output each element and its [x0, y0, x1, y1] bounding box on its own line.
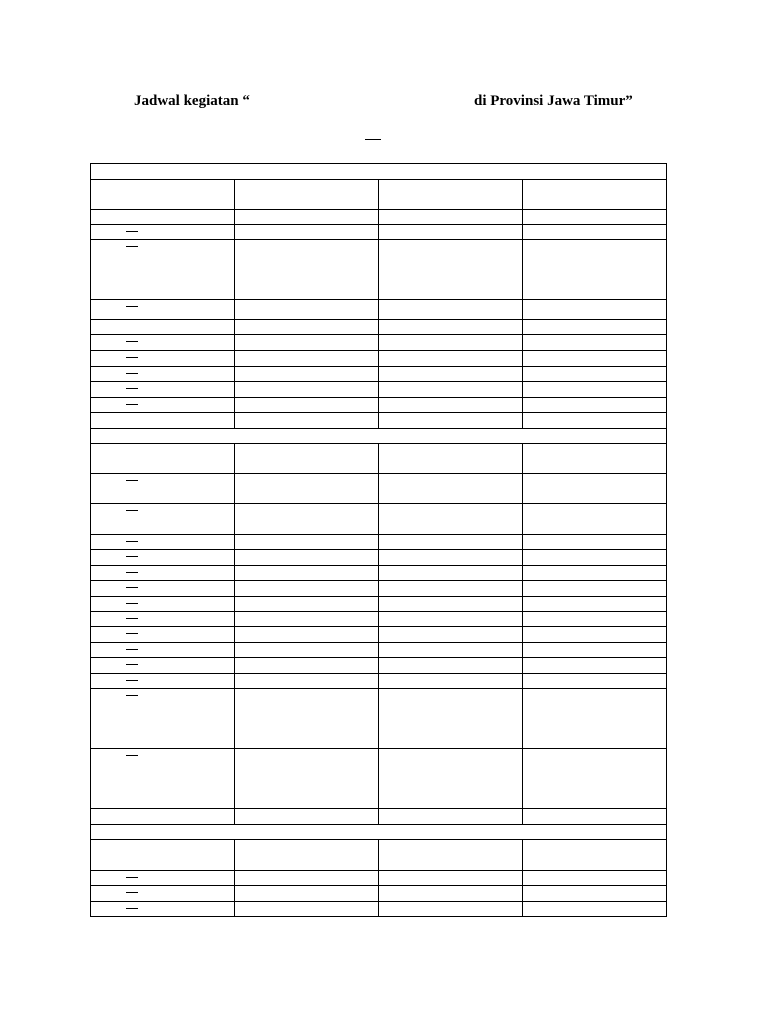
table-cell: [523, 535, 667, 550]
row-dash-mark: [126, 246, 138, 247]
row-dash-mark: [126, 306, 138, 307]
table-cell: [91, 225, 235, 240]
table-row: [91, 581, 667, 597]
row-dash-mark: [126, 633, 138, 634]
table-cell: [235, 535, 379, 550]
table-cell: [91, 566, 235, 581]
table-cell: [235, 382, 379, 398]
table-row: [91, 474, 667, 504]
table-cell: [379, 180, 523, 210]
row-dash-mark: [126, 664, 138, 665]
table-cell: [91, 627, 235, 643]
table-cell: [523, 300, 667, 320]
table-cell: [235, 210, 379, 225]
table-cell: [523, 474, 667, 504]
table-cell: [379, 444, 523, 474]
table-cell: [91, 840, 235, 871]
table-cell: [379, 474, 523, 504]
table-row: [91, 871, 667, 886]
schedule-table-body: [91, 164, 667, 917]
table-cell: [235, 351, 379, 367]
row-dash-mark: [126, 480, 138, 481]
table-section-row: [91, 164, 667, 180]
table-cell: [379, 871, 523, 886]
table-cell: [523, 674, 667, 689]
row-dash-mark: [126, 603, 138, 604]
table-cell: [523, 398, 667, 413]
table-cell: [91, 581, 235, 597]
table-row: [91, 180, 667, 210]
table-cell: [379, 504, 523, 535]
table-cell: [235, 367, 379, 382]
table-cell: [523, 643, 667, 658]
table-row: [91, 902, 667, 917]
table-cell: [379, 300, 523, 320]
row-dash-mark: [126, 908, 138, 909]
table-cell: [235, 413, 379, 429]
table-cell: [523, 210, 667, 225]
table-cell: [379, 689, 523, 749]
table-cell: [379, 902, 523, 917]
table-cell: [379, 240, 523, 300]
table-cell: [91, 504, 235, 535]
row-dash-mark: [126, 357, 138, 358]
section-cell: [91, 825, 667, 840]
table-cell: [91, 749, 235, 809]
table-row: [91, 398, 667, 413]
table-cell: [235, 240, 379, 300]
row-dash-mark: [126, 572, 138, 573]
table-cell: [91, 535, 235, 550]
table-cell: [91, 300, 235, 320]
table-cell: [523, 504, 667, 535]
row-dash-mark: [126, 231, 138, 232]
table-cell: [91, 367, 235, 382]
row-dash-mark: [126, 510, 138, 511]
table-cell: [91, 643, 235, 658]
table-row: [91, 240, 667, 300]
table-cell: [91, 240, 235, 300]
table-cell: [379, 809, 523, 825]
table-cell: [235, 658, 379, 674]
table-cell: [91, 444, 235, 474]
table-row: [91, 597, 667, 612]
table-cell: [379, 351, 523, 367]
table-row: [91, 886, 667, 902]
table-cell: [379, 581, 523, 597]
table-cell: [523, 444, 667, 474]
table-cell: [523, 180, 667, 210]
table-cell: [235, 300, 379, 320]
table-cell: [379, 335, 523, 351]
table-cell: [91, 351, 235, 367]
table-section-row: [91, 825, 667, 840]
row-dash-mark: [126, 388, 138, 389]
page-title-right: di Provinsi Jawa Timur”: [474, 93, 633, 109]
table-cell: [379, 886, 523, 902]
table-cell: [379, 643, 523, 658]
table-cell: [523, 225, 667, 240]
table-cell: [523, 550, 667, 566]
table-cell: [379, 382, 523, 398]
table-cell: [235, 597, 379, 612]
subtitle-dash: [365, 139, 381, 140]
row-dash-mark: [126, 755, 138, 756]
table-cell: [91, 674, 235, 689]
table-cell: [91, 382, 235, 398]
table-row: [91, 643, 667, 658]
table-cell: [523, 320, 667, 335]
table-cell: [523, 351, 667, 367]
table-cell: [91, 210, 235, 225]
row-dash-mark: [126, 587, 138, 588]
table-cell: [379, 749, 523, 809]
row-dash-mark: [126, 695, 138, 696]
table-cell: [235, 840, 379, 871]
row-dash-mark: [126, 618, 138, 619]
table-cell: [523, 240, 667, 300]
table-cell: [235, 643, 379, 658]
table-cell: [91, 413, 235, 429]
table-cell: [379, 210, 523, 225]
table-row: [91, 320, 667, 335]
table-cell: [379, 566, 523, 581]
page-title-left: Jadwal kegiatan “: [134, 93, 250, 109]
table-cell: [523, 809, 667, 825]
table-cell: [379, 840, 523, 871]
table-cell: [235, 550, 379, 566]
table-cell: [235, 474, 379, 504]
table-row: [91, 612, 667, 627]
table-cell: [235, 871, 379, 886]
table-row: [91, 840, 667, 871]
table-cell: [91, 902, 235, 917]
table-cell: [91, 597, 235, 612]
section-cell: [91, 164, 667, 180]
schedule-table: [90, 163, 667, 917]
table-cell: [523, 840, 667, 871]
table-cell: [523, 413, 667, 429]
table-row: [91, 210, 667, 225]
table-cell: [235, 809, 379, 825]
table-cell: [91, 612, 235, 627]
table-cell: [379, 612, 523, 627]
table-row: [91, 627, 667, 643]
table-cell: [235, 886, 379, 902]
table-row: [91, 413, 667, 429]
table-cell: [523, 871, 667, 886]
table-cell: [235, 612, 379, 627]
table-cell: [91, 335, 235, 351]
table-cell: [235, 225, 379, 240]
table-cell: [523, 749, 667, 809]
table-row: [91, 335, 667, 351]
table-cell: [235, 902, 379, 917]
table-cell: [235, 335, 379, 351]
table-cell: [523, 597, 667, 612]
table-cell: [235, 749, 379, 809]
table-row: [91, 689, 667, 749]
table-cell: [523, 902, 667, 917]
row-dash-mark: [126, 556, 138, 557]
table-cell: [91, 658, 235, 674]
table-cell: [379, 658, 523, 674]
table-row: [91, 658, 667, 674]
table-cell: [91, 550, 235, 566]
table-row: [91, 300, 667, 320]
table-cell: [523, 367, 667, 382]
table-cell: [235, 674, 379, 689]
row-dash-mark: [126, 404, 138, 405]
table-row: [91, 749, 667, 809]
table-cell: [235, 581, 379, 597]
table-cell: [91, 320, 235, 335]
row-dash-mark: [126, 373, 138, 374]
row-dash-mark: [126, 649, 138, 650]
table-cell: [91, 809, 235, 825]
table-cell: [235, 320, 379, 335]
table-row: [91, 367, 667, 382]
table-row: [91, 550, 667, 566]
table-cell: [379, 367, 523, 382]
table-cell: [91, 398, 235, 413]
table-cell: [523, 566, 667, 581]
table-cell: [235, 689, 379, 749]
table-cell: [235, 566, 379, 581]
table-cell: [523, 335, 667, 351]
table-cell: [379, 225, 523, 240]
row-dash-mark: [126, 877, 138, 878]
table-cell: [235, 398, 379, 413]
table-row: [91, 809, 667, 825]
table-cell: [235, 504, 379, 535]
table-cell: [91, 180, 235, 210]
table-cell: [91, 689, 235, 749]
table-cell: [91, 871, 235, 886]
row-dash-mark: [126, 341, 138, 342]
table-row: [91, 566, 667, 581]
table-cell: [379, 550, 523, 566]
table-cell: [523, 581, 667, 597]
row-dash-mark: [126, 680, 138, 681]
table-cell: [379, 674, 523, 689]
table-cell: [91, 886, 235, 902]
table-cell: [379, 535, 523, 550]
table-row: [91, 351, 667, 367]
table-section-row: [91, 429, 667, 444]
section-cell: [91, 429, 667, 444]
row-dash-mark: [126, 541, 138, 542]
table-cell: [91, 474, 235, 504]
table-cell: [523, 886, 667, 902]
table-row: [91, 674, 667, 689]
table-row: [91, 535, 667, 550]
table-cell: [235, 180, 379, 210]
table-cell: [523, 612, 667, 627]
table-cell: [379, 627, 523, 643]
table-row: [91, 504, 667, 535]
table-cell: [523, 382, 667, 398]
table-row: [91, 382, 667, 398]
table-cell: [235, 627, 379, 643]
table-cell: [523, 689, 667, 749]
table-row: [91, 225, 667, 240]
table-cell: [235, 444, 379, 474]
table-cell: [379, 597, 523, 612]
row-dash-mark: [126, 892, 138, 893]
table-cell: [523, 658, 667, 674]
table-cell: [379, 413, 523, 429]
table-row: [91, 444, 667, 474]
table-cell: [379, 320, 523, 335]
table-cell: [379, 398, 523, 413]
table-cell: [523, 627, 667, 643]
